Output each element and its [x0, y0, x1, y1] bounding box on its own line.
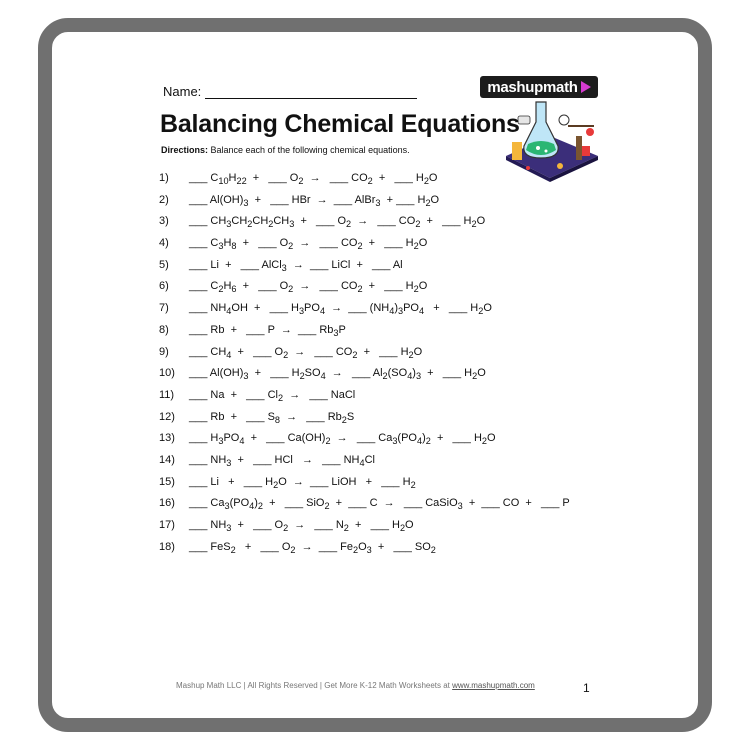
chemical-equation[interactable]: ___ $Ca_3(PO_4)_2$ + ___ SiO$_2$ + ___ C → ___ CaSiO$_3$ + ___ CO + ___ P: [189, 497, 570, 512]
footer-text: Mashup Math LLC | All Rights Reserved | Get More K-12 Math Worksheets at: [176, 681, 453, 690]
chemical-equation[interactable]: ___ $CH_3CH_2CH_2CH_3$ + ___ $O_2$ → ___ $CO_2$ + ___ $H_2O$: [189, 215, 486, 230]
problem-row: [159, 194, 619, 216]
problem-row: [159, 237, 619, 259]
name-field[interactable]: [163, 84, 417, 99]
problem-number: 7): [159, 302, 169, 315]
problem-number: 8): [159, 323, 169, 336]
chemical-equation[interactable]: ___ $NH_3$ + ___ HCl → ___ $NH_4Cl$: [189, 453, 375, 469]
problem-number: 9): [159, 345, 169, 358]
problem-row: [159, 519, 619, 541]
problem-row: [159, 215, 619, 237]
problem-number: 2): [159, 193, 169, 206]
chemical-equation[interactable]: ___ Rb + ___ P → ___ $Rb_3P$: [189, 323, 346, 338]
problem-row: [159, 411, 619, 433]
chemical-equation[interactable]: ___ Na + ___ $Cl_2$ → ___ NaCl: [189, 388, 356, 404]
problem-number: 10): [159, 367, 175, 380]
problem-number: 17): [159, 519, 175, 531]
directions-label: Directions:: [161, 145, 209, 155]
chemical-equation[interactable]: ___ $C_2H_6$ + ___ $O_2$ → ___ $CO_2$ + ___ $H_2O$: [189, 280, 428, 295]
problem-number: 12): [159, 410, 175, 423]
problem-list: [159, 172, 619, 562]
directions: [161, 145, 410, 155]
chemical-equation[interactable]: ___ $H_3PO_4$ + ___ $Ca(OH)_2$ → ___ $Ca_3(PO_4)_2$ + ___ $H_2O$: [189, 432, 496, 447]
problem-row: [159, 259, 619, 281]
problem-number: 18): [159, 540, 175, 553]
chemical-equation[interactable]: ___ Li + ___ $H_2O$ → ___ LiOH + ___ $H_2$: [189, 475, 416, 490]
problem-number: 4): [159, 237, 169, 250]
problem-row: [159, 476, 619, 498]
problem-number: 15): [159, 475, 175, 488]
problem-row: [159, 172, 619, 194]
problem-number: 6): [159, 280, 169, 293]
problem-number: 16): [159, 497, 175, 510]
chemical-equation[interactable]: ___ FeS$_2$ + ___ $O_2$ → ___ $Fe_2O_3$ + ___ $SO_2$: [189, 540, 436, 555]
chemical-equation[interactable]: ___ $NH_4OH$ + ___ $H_3PO_4$ → ___ $(NH_4)_3PO_4$ + ___ $H_2O$: [189, 302, 492, 317]
problem-row: [159, 324, 619, 346]
chemical-equation[interactable]: ___ $CH_4$ + ___ $O_2$ → ___ $CO_2$ + ___ $H_2O$: [189, 345, 423, 360]
problem-row: [159, 541, 619, 563]
chemical-equation[interactable]: ___ Li + ___ AlCl$_3$ → ___ LiCl + ___ Al: [189, 258, 403, 273]
problem-row: [159, 389, 619, 411]
footer-link[interactable]: www.mashupmath.com: [452, 681, 535, 690]
chemical-equation[interactable]: ___ Rb + ___ $S_8$ → ___ $Rb_2S$: [189, 410, 355, 425]
problem-number: 11): [159, 388, 175, 401]
logo-text: mashupmath: [487, 78, 578, 96]
problem-number: 5): [159, 258, 169, 271]
problem-number: 3): [159, 215, 169, 228]
footer: [176, 681, 535, 690]
problem-number: 1): [159, 172, 169, 184]
problem-row: [159, 454, 619, 476]
mashupmath-logo: [480, 76, 598, 98]
problem-row: [159, 432, 619, 454]
chemical-equation[interactable]: ___ $C_{10}H_{22}$ + ___ $O_2$ → ___ $CO_2$ + ___ $H_2O$: [189, 172, 438, 187]
problem-row: [159, 280, 619, 302]
chemical-equation[interactable]: ___ $Al(OH)_3$ + ___ HBr → ___ AlBr$_3$ + ___ $H_2O$: [189, 193, 440, 208]
page-title: Balancing Chemical Equations: [160, 110, 520, 138]
problem-number: 13): [159, 432, 175, 445]
problem-row: [159, 367, 619, 389]
chemistry-lab-illustration: [498, 96, 602, 182]
directions-text: Balance each of the following chemical equations.: [208, 145, 410, 155]
name-blank-line[interactable]: [205, 86, 417, 99]
chemical-equation[interactable]: ___ $C_3H_8$ + ___ $O_2$ → ___ $CO_2$ + ___ $H_2O$: [189, 237, 428, 252]
chemical-equation[interactable]: ___ $NH_3$ + ___ $O_2$ → ___ $N_2$ + ___ $H_2O$: [189, 519, 414, 534]
name-label: Name:: [163, 84, 202, 99]
problem-number: 14): [159, 453, 175, 466]
page-number: 1: [583, 681, 590, 695]
problem-row: [159, 497, 619, 519]
problem-row: [159, 302, 619, 324]
problem-row: [159, 346, 619, 368]
play-icon: [581, 81, 591, 93]
chemical-equation[interactable]: ___ $Al(OH)_3$ + ___ $H_2SO_4$ → ___ $Al_2(SO_4)_3$ + ___ $H_2O$: [189, 367, 486, 382]
